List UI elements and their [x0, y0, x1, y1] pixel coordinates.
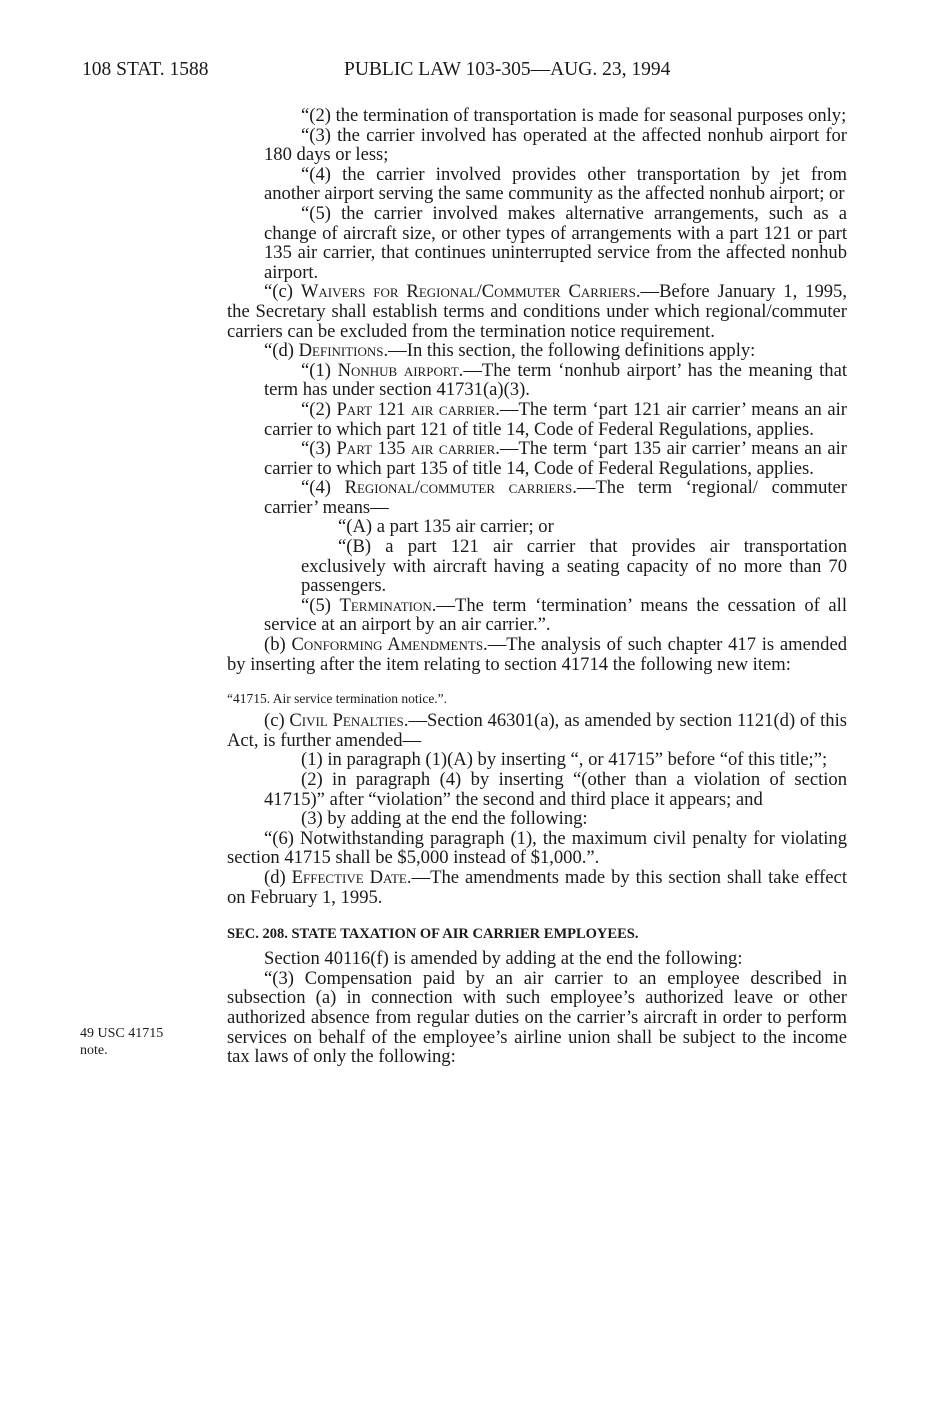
subsection-d-effective-heading: Effective Date. [291, 866, 412, 888]
definition-heading: Regional/commuter carriers. [344, 477, 577, 499]
definition-heading: Part 121 air carrier. [336, 398, 500, 420]
subsection-d-effective-date: (d) Effective Date.—The amendments made by this section shall take effect on February 1, 1995. [227, 866, 847, 908]
section-208-paragraph-3: “(3) Compensation paid by an air carrier to an employee described in subsection (a) in connection with such employee’s authorized leave or other authorized absence from regular duties on the carrier’s aircraft in order to perform services on behalf of the employee’s airline union shall be subject to the income tax laws of only the following: [227, 967, 847, 1068]
definition-item-b: “(B) a part 121 air carrier that provides air transportation exclusively with aircraft having a seating capacity of no more than 70 passengers. [301, 536, 847, 597]
paragraph-5-alternative-arrangements: “(5) the carrier involved makes alternative arrangements, such as a change of aircraft size, or other types of arrangements with a part 121 or part 135 air carrier, that continues uninterrupted service from the affected nonhub airport. [264, 202, 847, 283]
amendment-2: (2) in paragraph (4) by inserting “(other than a violation of section 41715)” after “violation” the second and third place it appears; and [264, 769, 847, 810]
paragraph-2-seasonal: “(2) the termination of transportation is made for seasonal purposes only; [301, 105, 847, 126]
section-208-heading: SEC. 208. STATE TAXATION OF AIR CARRIER EMPLOYEES. [227, 926, 639, 943]
stat-page-number: 108 STAT. 1588 [82, 59, 209, 80]
subsection-d-definitions: “(d) Definitions.—In this section, the following definitions apply: [264, 340, 756, 362]
public-law-title: PUBLIC LAW 103-305—AUG. 23, 1994 [344, 59, 671, 80]
subsection-d-heading: Definitions. [298, 340, 389, 362]
paragraph-4-jet-service: “(4) the carrier involved provides other transportation by jet from another airport serving the same community as the affected nonhub airport; or [264, 163, 847, 205]
definition-regional-commuter: “(4) Regional/commuter carriers.—The term ‘regional/ commuter carrier’ means— [264, 477, 847, 518]
document-body [227, 106, 847, 1067]
analysis-item: “41715. Air service termination notice.”. [227, 691, 448, 707]
definition-part-121-carrier: “(2) Part 121 air carrier.—The term ‘part 121 air carrier’ means an air carrier to which part 121 of title 14, Code of Federal Regulations, applies. [264, 398, 847, 440]
amendment-1: (1) in paragraph (1)(A) by inserting “, or 41715” before “of this title;”; [301, 749, 828, 771]
definition-nonhub-airport: “(1) Nonhub airport.—The term ‘nonhub airport’ has the meaning that term has under section 41731(a)(3). [264, 359, 847, 401]
definition-part-135-carrier: “(3) Part 135 air carrier.—The term ‘part 135 air carrier’ means an air carrier to which part 135 of title 14, Code of Federal Regulations, applies. [264, 438, 847, 479]
section-208-intro: Section 40116(f) is amended by adding at the end the following: [264, 948, 743, 970]
definition-heading: Part 135 air carrier. [336, 438, 500, 460]
margin-note [80, 1025, 163, 1059]
definition-heading: Termination. [339, 594, 437, 616]
amendment-3: (3) by adding at the end the following: [301, 808, 588, 830]
subsection-c-civil-penalties: (c) Civil Penalties.—Section 46301(a), as amended by section 1121(d) of this Act, is further amended— [227, 710, 847, 751]
subsection-b-conforming: (b) Conforming Amendments.—The analysis of such chapter 417 is amended by inserting after the item relating to section 41714 the following new item: [227, 634, 847, 675]
definition-termination: “(5) Termination.—The term ‘termination’ means the cessation of all service at an airport by an air carrier.”. [264, 594, 847, 636]
subsection-c-heading: Waivers for Regional/Commuter Carriers. [300, 281, 641, 303]
subsection-b-heading: Conforming Amendments. [291, 634, 488, 656]
subsection-c-waivers: “(c) Waivers for Regional/Commuter Carriers.—Before January 1, 1995, the Secretary shall establish terms and conditions under which regional/commuter carriers can be excluded from the termination notice requirement. [227, 281, 847, 342]
paragraph-6-penalty: “(6) Notwithstanding paragraph (1), the maximum civil penalty for violating section 41715 shall be $5,000 instead of $1,000.”. [227, 827, 847, 869]
subsection-c-penalties-heading: Civil Penalties. [289, 710, 409, 732]
definition-heading: Nonhub airport. [337, 359, 464, 381]
definition-item-a: “(A) a part 135 air carrier; or [338, 516, 554, 538]
paragraph-3-180-days: “(3) the carrier involved has operated at the affected nonhub airport for 180 days or less; [264, 124, 847, 166]
margin-note-label: note. [80, 1043, 108, 1058]
margin-note-citation: 49 USC 41715 [80, 1026, 164, 1041]
